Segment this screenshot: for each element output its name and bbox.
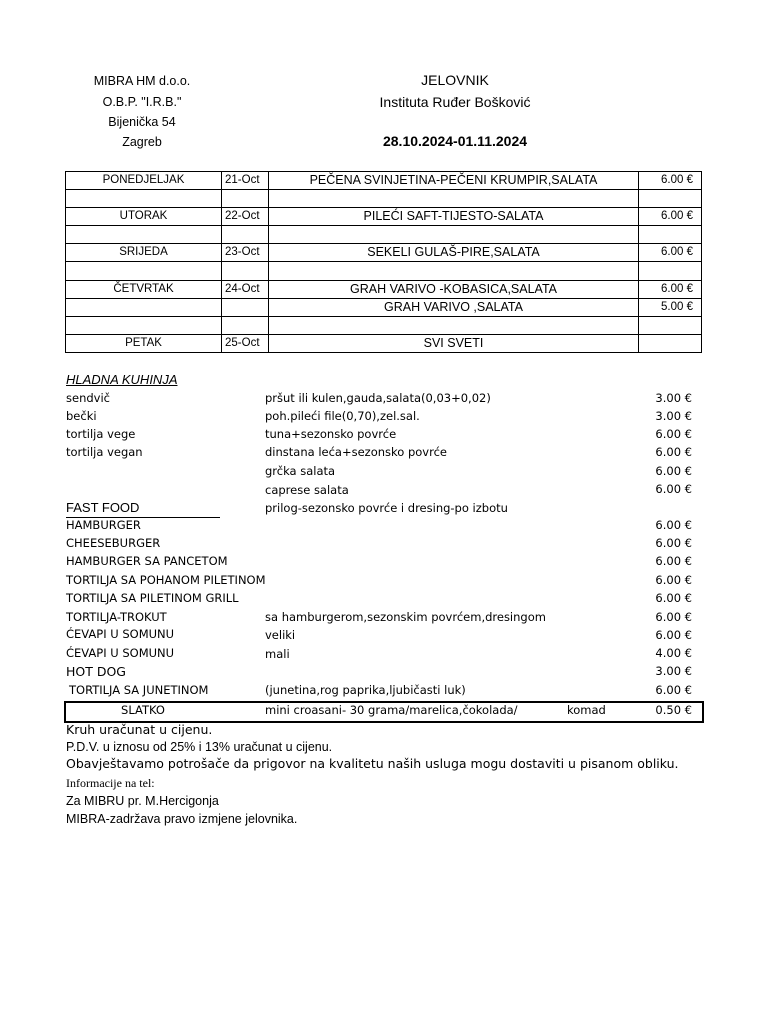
- table-row: [66, 298, 702, 316]
- price-cell: 6.00 €: [639, 208, 702, 226]
- item-price: 3.00 €: [655, 391, 692, 405]
- table-row: [66, 334, 702, 352]
- vat-note: P.D.V. u iznosu od 25% i 13% uračunat u cijenu.: [66, 740, 333, 754]
- info-note: Informacije na tel:: [66, 776, 155, 790]
- date-cell: 21-Oct: [222, 172, 269, 190]
- company-city: Zagreb: [122, 135, 162, 149]
- meal-cell: GRAH VARIVO ,SALATA: [269, 298, 639, 316]
- item-price: 6.00 €: [655, 683, 692, 697]
- item-price: 6.00 €: [655, 427, 692, 441]
- day-cell: ČETVRTAK: [66, 280, 222, 298]
- sweet-desc: mini croasani- 30 grama/marelica,čokolada/: [265, 703, 518, 717]
- item-price: 6.00 €: [655, 464, 692, 478]
- item-desc: caprese salata: [265, 483, 349, 497]
- item-price: 6.00 €: [655, 591, 692, 605]
- date-cell: [222, 298, 269, 316]
- menu-subtitle: Instituta Ruđer Bošković: [379, 94, 531, 110]
- table-row: [66, 172, 702, 190]
- day-cell: PETAK: [66, 334, 222, 352]
- table-row: [66, 226, 702, 244]
- table-row: [66, 244, 702, 262]
- meal-cell: [269, 262, 639, 280]
- price-cell: 6.00 €: [639, 280, 702, 298]
- price-cell: [639, 226, 702, 244]
- cold-kitchen-heading: HLADNA KUHINJA: [66, 372, 178, 387]
- item-name: ĆEVAPI U SOMUNU: [66, 627, 175, 641]
- item-desc: (junetina,rog paprika,ljubičasti luk): [265, 683, 466, 697]
- price-cell: [639, 190, 702, 208]
- item-price: 3.00 €: [655, 409, 692, 423]
- item-price: 6.00 €: [655, 610, 692, 624]
- day-cell: [66, 190, 222, 208]
- item-name: HAMBURGER SA PANCETOM: [66, 554, 228, 568]
- price-cell: [639, 316, 702, 334]
- day-cell: [66, 316, 222, 334]
- item-price: 6.00 €: [655, 445, 692, 459]
- price-cell: 6.00 €: [639, 172, 702, 190]
- date-range: 28.10.2024-01.11.2024: [382, 133, 528, 149]
- date-cell: 24-Oct: [222, 280, 269, 298]
- company-address: Bijenička 54: [108, 115, 176, 129]
- price-cell: [639, 262, 702, 280]
- item-name: tortilja vege: [66, 427, 136, 441]
- rights-note: MIBRA-zadržava pravo izmjene jelovnika.: [66, 812, 298, 826]
- day-cell: [66, 298, 222, 316]
- item-price: 3.00 €: [655, 664, 692, 678]
- item-desc: grčka salata: [265, 464, 336, 478]
- day-cell: PONEDJELJAK: [66, 172, 222, 190]
- complaints-note: Obavještavamo potrošače da prigovor na kvalitetu naših usluga mogu dostaviti u pisanom obliku.: [66, 756, 679, 771]
- item-price: 6.00 €: [655, 628, 692, 642]
- day-cell: [66, 226, 222, 244]
- meal-cell: SVI SVETI: [269, 334, 639, 352]
- item-name: HAMBURGER: [66, 518, 141, 532]
- meal-cell: GRAH VARIVO -KOBASICA,SALATA: [269, 280, 639, 298]
- item-name: CHEESEBURGER: [66, 536, 161, 550]
- date-cell: [222, 190, 269, 208]
- price-cell: 6.00 €: [639, 244, 702, 262]
- fast-food-note: prilog-sezonsko povrće i dresing-po izbotu: [265, 501, 508, 515]
- table-row: [66, 262, 702, 280]
- item-desc: sa hamburgerom,sezonskim povrćem,dresingom: [265, 610, 546, 624]
- date-cell: [222, 262, 269, 280]
- signature-note: Za MIBRU pr. M.Hercigonja: [66, 794, 219, 808]
- sweet-name: SLATKO: [121, 703, 165, 717]
- item-name: TORTILJA SA JUNETINOM: [69, 683, 209, 697]
- item-price: 6.00 €: [655, 518, 692, 532]
- table-row: [66, 208, 702, 226]
- price-cell: [639, 334, 702, 352]
- menu-title: JELOVNIK: [421, 72, 489, 88]
- date-cell: 22-Oct: [222, 208, 269, 226]
- price-cell: 5.00 €: [639, 298, 702, 316]
- fast-food-heading: FAST FOOD: [66, 500, 140, 515]
- date-cell: [222, 316, 269, 334]
- item-price: 4.00 €: [655, 646, 692, 660]
- item-desc: veliki: [265, 628, 296, 642]
- item-desc: dinstana leća+sezonsko povrće: [265, 445, 447, 459]
- item-price: 6.00 €: [655, 554, 692, 568]
- day-cell: SRIJEDA: [66, 244, 222, 262]
- sweet-price: 0.50 €: [655, 703, 692, 717]
- item-name: TORTILJA-TROKUT: [66, 610, 167, 624]
- meal-cell: [269, 316, 639, 334]
- date-cell: 25-Oct: [222, 334, 269, 352]
- meal-cell: [269, 226, 639, 244]
- day-cell: UTORAK: [66, 208, 222, 226]
- table-row: [66, 190, 702, 208]
- item-name: sendvič: [66, 391, 110, 405]
- item-name: bečki: [66, 409, 97, 423]
- day-cell: [66, 262, 222, 280]
- table-row: [66, 316, 702, 334]
- weekly-menu-table: [65, 171, 702, 353]
- table-row: [66, 280, 702, 298]
- item-name: TORTILJA SA PILETINOM GRILL: [66, 591, 239, 605]
- item-name: TORTILJA SA POHANOM PILETINOM: [66, 573, 266, 587]
- item-desc: tuna+sezonsko povrće: [265, 427, 397, 441]
- meal-cell: PILEĆI SAFT-TIJESTO-SALATA: [269, 208, 639, 226]
- company-obp: O.B.P. "I.R.B.": [102, 95, 182, 109]
- item-price: 6.00 €: [655, 536, 692, 550]
- item-price: 6.00 €: [655, 573, 692, 587]
- item-desc: poh.pileći file(0,70),zel.sal.: [265, 409, 420, 423]
- meal-cell: [269, 190, 639, 208]
- item-name: HOT DOG: [66, 664, 126, 679]
- date-cell: 23-Oct: [222, 244, 269, 262]
- sweet-unit: komad: [567, 703, 606, 717]
- item-desc: pršut ili kulen,gauda,salata(0,03+0,02): [265, 391, 491, 405]
- meal-cell: PEČENA SVINJETINA-PEČENI KRUMPIR,SALATA: [269, 172, 639, 190]
- item-name: tortilja vegan: [66, 445, 143, 459]
- company-name: MIBRA HM d.o.o.: [93, 74, 191, 88]
- item-price: 6.00 €: [655, 482, 692, 496]
- bread-note: Kruh uračunat u cijenu.: [66, 722, 213, 737]
- item-name: ĆEVAPI U SOMUNU: [66, 646, 175, 660]
- date-cell: [222, 226, 269, 244]
- meal-cell: SEKELI GULAŠ-PIRE,SALATA: [269, 244, 639, 262]
- item-desc: mali: [265, 647, 290, 661]
